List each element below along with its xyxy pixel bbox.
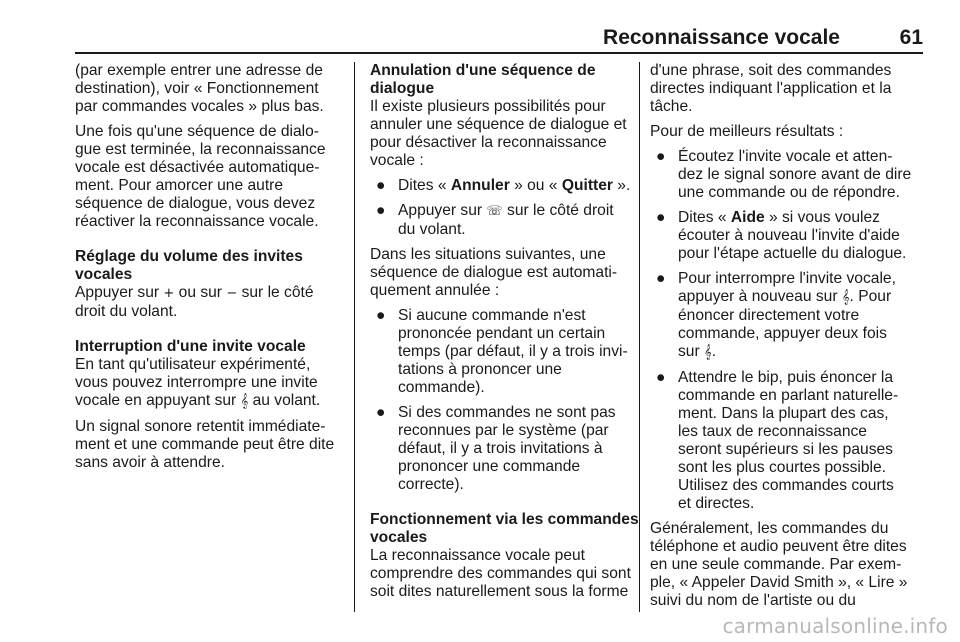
voice-icon: 𝄞 xyxy=(841,290,850,305)
page-title: Reconnaissance vocale xyxy=(603,26,840,49)
minus-icon: − xyxy=(226,286,238,301)
list-item: ● Attendre le bip, puis énoncer la commande en parlant naturelle- ment. Dans la plupart des cas, les taux de reconnaissance seront supérieurs si les pauses sont les plus courtes possible. Utilisez des commandes courts et directes. xyxy=(656,369,899,512)
bullet-icon: ● xyxy=(656,369,666,386)
paragraph: Généralement, les commandes du téléphone et audio peuvent être dites en une seule commande. Par exem- ple, « Appeler David Smith », « Lire » suivi du nom de l'artiste ou du xyxy=(650,520,908,609)
column-divider xyxy=(639,62,640,612)
list-item: ● Si des commandes ne sont pas reconnues par le système (par défaut, il y a trois invitations à prononcer une commande correcte). xyxy=(376,404,616,493)
bullet-icon: ● xyxy=(376,404,386,421)
list-item: ● Écoutez l'invite vocale et atten- dez le signal sonore avant de dire une commande ou de répondre. xyxy=(656,148,912,201)
bullet-icon: ● xyxy=(656,209,666,226)
section-heading: vocales xyxy=(370,529,428,546)
paragraph: d'une phrase, soit des commandes directes indiquant l'application et la tâche. xyxy=(650,62,892,115)
column-1 xyxy=(75,62,343,479)
paragraph: Il existe plusieurs possibilités pour annuler une séquence de dialogue et pour désactiver la reconnaissance vocale : xyxy=(370,98,627,169)
list-item: ● Dites « Annuler » ou « Quitter ». xyxy=(376,177,631,194)
list-item: ● Si aucune commande n'est prononcée pendant un certain temps (par défaut, il y a trois invi- tations à prononcer une commande). xyxy=(376,307,628,396)
bullet-icon: ● xyxy=(656,148,666,165)
section-heading: dialogue xyxy=(370,80,435,97)
section-heading: Interruption d'une invite vocale xyxy=(75,338,306,355)
paragraph: En tant qu'utilisateur expérimenté, vous pouvez interrompre une invite vocale en appuyant sur 𝄞 au volant. xyxy=(75,356,321,409)
list-item: ● Appuyer sur ☏ sur le côté droit du volant. xyxy=(376,202,614,238)
paragraph: Un signal sonore retentit immédiate- ment et une commande peut être dite sans avoir à attendre. xyxy=(75,418,335,471)
list-item: ● Dites « Aide » si vous voulez écouter à nouveau l'invite d'aide pour l'étape actuelle du dialogue. xyxy=(656,209,907,262)
watermark: carmanualsonline.info xyxy=(722,614,948,638)
section-heading: vocales xyxy=(75,266,133,283)
voice-icon: 𝄞 xyxy=(704,345,712,360)
bullet-icon: ● xyxy=(376,177,386,194)
section-heading: Fonctionnement via les commandes xyxy=(370,511,639,528)
list-item: ● Pour interrompre l'invite vocale, appuyer à nouveau sur 𝄞. Pour énoncer directement votre commande, appuyer deux fois sur 𝄞. xyxy=(656,270,896,360)
bullet-icon: ● xyxy=(376,307,386,324)
hang-up-icon: ☏ xyxy=(486,204,503,219)
paragraph: La reconnaissance vocale peut comprendre des commandes qui sont soit dites naturellement sous la forme xyxy=(370,547,631,600)
page-header xyxy=(75,26,923,54)
column-divider xyxy=(354,62,355,612)
column-3 xyxy=(650,62,924,617)
column-2 xyxy=(370,62,639,608)
page-number: 61 xyxy=(899,26,923,49)
voice-icon: 𝄞 xyxy=(240,394,249,409)
section-heading: Annulation d'une séquence de xyxy=(370,62,596,79)
section-heading: Réglage du volume des invites xyxy=(75,248,303,265)
plus-icon: + xyxy=(163,286,175,301)
bullet-icon: ● xyxy=(376,202,386,219)
paragraph: Pour de meilleurs résultats : xyxy=(650,123,844,140)
paragraph: Dans les situations suivantes, une séquence de dialogue est automati- quement annulée : xyxy=(370,246,618,299)
paragraph: Appuyer sur + ou sur − sur le côté droit du volant. xyxy=(75,284,314,320)
paragraph: (par exemple entrer une adresse de destination), voir « Fonctionnement par commandes vocales » plus bas. xyxy=(75,62,324,115)
bullet-icon: ● xyxy=(656,270,666,287)
paragraph: Une fois qu'une séquence de dialo- gue est terminée, la reconnaissance vocale est désactivée automatique- ment. Pour amorcer une autre séquence de dialogue, vous devez réactiver la reconnaissance vocale. xyxy=(75,123,326,230)
